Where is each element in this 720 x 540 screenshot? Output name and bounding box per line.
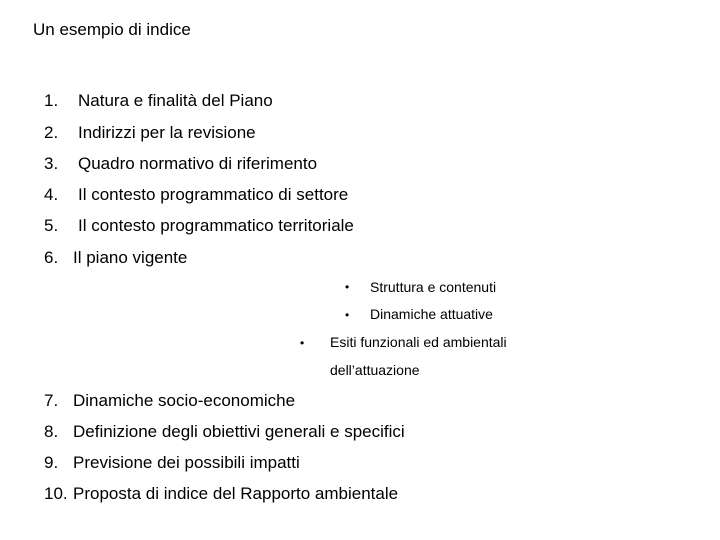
sub-item-text: Dinamiche attuative [370,306,493,322]
list-item-text: Natura e finalità del Piano [78,91,273,110]
list-item-text: Dinamiche socio-economiche [73,391,296,410]
sub-item-continuation: dell’attuazione [330,362,420,378]
sub-item-text: Struttura e contenuti [370,279,497,295]
list-item-text: Il piano vigente [73,248,188,267]
sub-item-bullet: • [300,336,305,350]
list-item-number: 7. [44,391,59,410]
list-item-text: Previsione dei possibili impatti [73,453,300,472]
sub-item-bullet: • [345,308,350,322]
list-item-number: 5. [44,216,59,235]
list-item-number: 8. [44,422,59,441]
list-item-number: 9. [44,453,59,472]
list-item-number: 2. [44,123,59,142]
list-item-text: Definizione degli obiettivi generali e specifici [73,422,405,441]
list-item-text: Proposta di indice del Rapporto ambientale [73,484,399,503]
list-item-number: 4. [44,185,59,204]
list-item-number: 1. [44,91,59,110]
sub-item-text: Esiti funzionali ed ambientali [330,334,507,350]
list-item-text: Indirizzi per la revisione [78,123,256,142]
list-item-number: 6. [44,248,59,267]
list-item-text: Il contesto programmatico territoriale [78,216,354,235]
list-item-number: 10. [44,484,68,503]
page-title: Un esempio di indice [33,20,191,39]
sub-item-bullet: • [345,280,350,294]
list-item-text: Il contesto programmatico di settore [78,185,349,204]
list-item-number: 3. [44,154,59,173]
list-item-text: Quadro normativo di riferimento [78,154,318,173]
